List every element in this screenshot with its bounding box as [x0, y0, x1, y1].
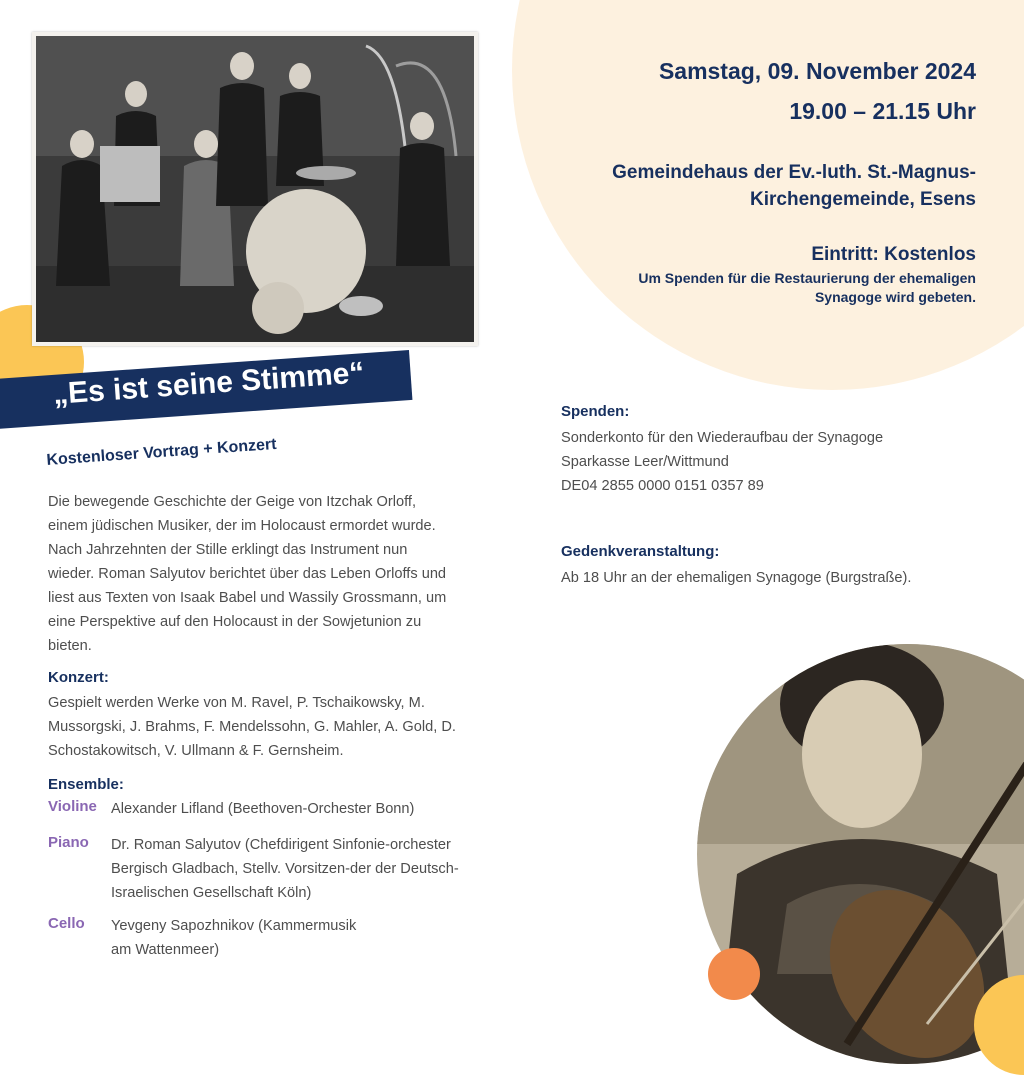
bank-name: Sparkasse Leer/Wittmund — [561, 454, 729, 470]
ensemble-heading: Ensemble: — [48, 776, 124, 793]
gedenk-heading: Gedenkveranstaltung: — [561, 543, 720, 560]
konzert-text: Gespielt werden Werke von M. Ravel, P. Tschaikowsky, M. Mussorgski, J. Brahms, F. Mendelssohn, G. Mahler, A. Gold, D. Schostakowitsch, V. Ullmann & F. Gernsheim. — [48, 695, 456, 759]
admission-info: Eintritt: Kostenlos — [811, 244, 976, 265]
event-time: 19.00 – 21.15 Uhr — [789, 98, 976, 124]
ensemble-member: Alexander Lifland (Beethoven-Orchester Bonn) — [111, 801, 415, 817]
orange-decor-circle — [708, 948, 760, 1000]
bank-purpose: Sonderkonto für den Wiederaufbau der Synagoge — [561, 430, 884, 446]
event-venue: Gemeindehaus der Ev.-luth. St.-Magnus-Kirchengemeinde, Esens — [612, 162, 976, 210]
event-date: Samstag, 09. November 2024 — [658, 58, 976, 84]
gedenk-text: Ab 18 Uhr an der ehemaligen Synagoge (Burgstraße). — [561, 570, 912, 586]
spenden-heading: Spenden: — [561, 403, 630, 420]
event-description: Die bewegende Geschichte der Geige von Itzchak Orloff, einem jüdischen Musiker, der im Holocaust ermordet wurde. Nach Jahrzehnten der Stille erklingt das Instrument nun wieder. Roman Salyutov berichtet über das Leben Orloffs und liest aus Texten von Isaak Babel und Wassily Grossmann, um eine Perspektive auf den Holocaust in der Sowjetunion zu bieten. — [48, 494, 447, 654]
violinist-photo — [697, 644, 1024, 1064]
konzert-heading: Konzert: — [48, 669, 109, 686]
ensemble-role: Piano — [48, 834, 89, 851]
ensemble-member: Yevgeny Sapozhnikov (Kammermusik am Wattenmeer) — [111, 918, 357, 958]
ensemble-member: Dr. Roman Salyutov (Chefdirigent Sinfonie-orchester Bergisch Gladbach, Stellv. Vorsitzen-der der Deutsch-Israelischen Gesellschaft Köln) — [111, 837, 459, 901]
ensemble-role: Violine — [48, 798, 97, 815]
spenden-details — [561, 426, 981, 498]
ensemble-role: Cello — [48, 915, 85, 932]
bank-iban: DE04 2855 0000 0151 0357 89 — [561, 478, 764, 494]
event-title: „Es ist seine Stimme“ — [52, 356, 366, 411]
event-subtitle: Kostenloser Vortrag + Konzert — [46, 435, 278, 469]
band-photo — [32, 32, 478, 346]
donation-note: Um Spenden für die Restaurierung der ehemaligen Synagoge wird gebeten. — [638, 270, 976, 305]
